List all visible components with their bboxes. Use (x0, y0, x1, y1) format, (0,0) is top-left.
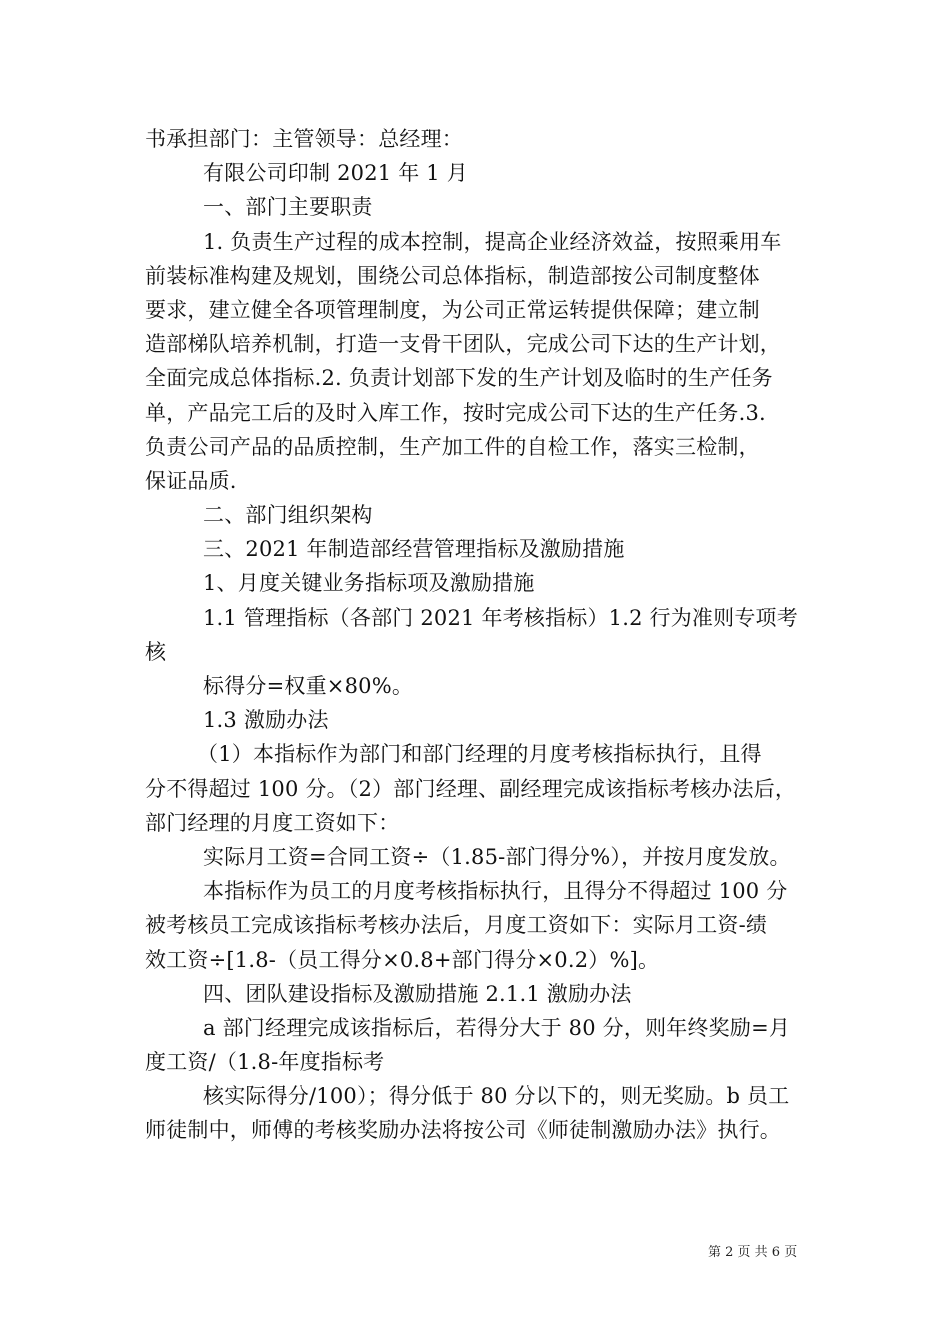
paragraph-line: 1. 负责生产过程的成本控制，提高企业经济效益，按照乘用车 (203, 229, 782, 254)
paragraph-line: 核实际得分/100）；得分低于 80 分以下的，则无奖励。b 员工 (203, 1084, 790, 1109)
subsection-heading: 1、月度关键业务指标项及激励措施 (203, 571, 535, 596)
paragraph-line: 部门经理的月度工资如下： (145, 810, 400, 835)
paragraph-line: 标得分=权重×80%。 (203, 674, 414, 698)
header-line: 书承担部门：主管领导：总经理： (145, 127, 463, 151)
print-info-line: 有限公司印制 2021 年 1 月 (203, 161, 468, 186)
paragraph-line: a 部门经理完成该指标后，若得分大于 80 分，则年终奖励=月 (203, 1015, 791, 1040)
document-body (145, 122, 815, 1148)
section-heading: 四、团队建设指标及激励措施 2.1.1 激励办法 (203, 981, 632, 1006)
section-heading: 一、部门主要职责 (203, 195, 373, 220)
paragraph-line: 前装标准构建及规划，围绕公司总体指标，制造部按公司制度整体 (145, 263, 760, 288)
paragraph-line: 1.1 管理指标（各部门 2021 年考核指标）1.2 行为准则专项考 (203, 605, 798, 630)
subsection-heading: 1.3 激励办法 (203, 708, 329, 733)
paragraph-line: 被考核员工完成该指标考核办法后，月度工资如下：实际月工资-绩 (145, 913, 768, 938)
paragraph-line: 负责公司产品的品质控制，生产加工件的自检工作，落实三检制， (145, 434, 760, 459)
paragraph-line: 分不得超过 100 分。（2）部门经理、副经理完成该指标考核办法后， (145, 776, 797, 801)
section-heading: 三、2021 年制造部经营管理指标及激励措施 (203, 537, 625, 562)
paragraph-line: 造部梯队培养机制，打造一支骨干团队，完成公司下达的生产计划， (145, 332, 781, 357)
section-heading: 二、部门组织架构 (203, 503, 373, 528)
paragraph-line: 单，产品完工后的及时入库工作，按时完成公司下达的生产任务.3. (145, 400, 766, 425)
paragraph-line: 保证品质. (145, 468, 237, 493)
formula-line: 效工资÷[1.8-（员工得分×0.8+部门得分×0.2）%]。 (145, 947, 660, 972)
paragraph-line: 要求，建立健全各项管理制度，为公司正常运转提供保障；建立制 (145, 297, 760, 322)
page-number: 第 2 页 共 6 页 (708, 1245, 798, 1260)
paragraph-line: 度工资/（1.8-年度指标考 (145, 1050, 385, 1075)
paragraph-line: 核 (145, 639, 167, 664)
formula-line: 实际月工资=合同工资÷（1.85-部门得分%），并按月度发放。 (203, 844, 791, 869)
paragraph-line: 全面完成总体指标.2. 负责计划部下发的生产计划及临时的生产任务 (145, 366, 773, 391)
paragraph-line: 本指标作为员工的月度考核指标执行，且得分不得超过 100 分 (203, 879, 788, 904)
paragraph-line: （1）本指标作为部门和部门经理的月度考核指标执行，且得 (197, 742, 762, 767)
paragraph-line: 师徒制中，师傅的考核奖励办法将按公司《师徒制激励办法》执行。 (145, 1118, 781, 1143)
